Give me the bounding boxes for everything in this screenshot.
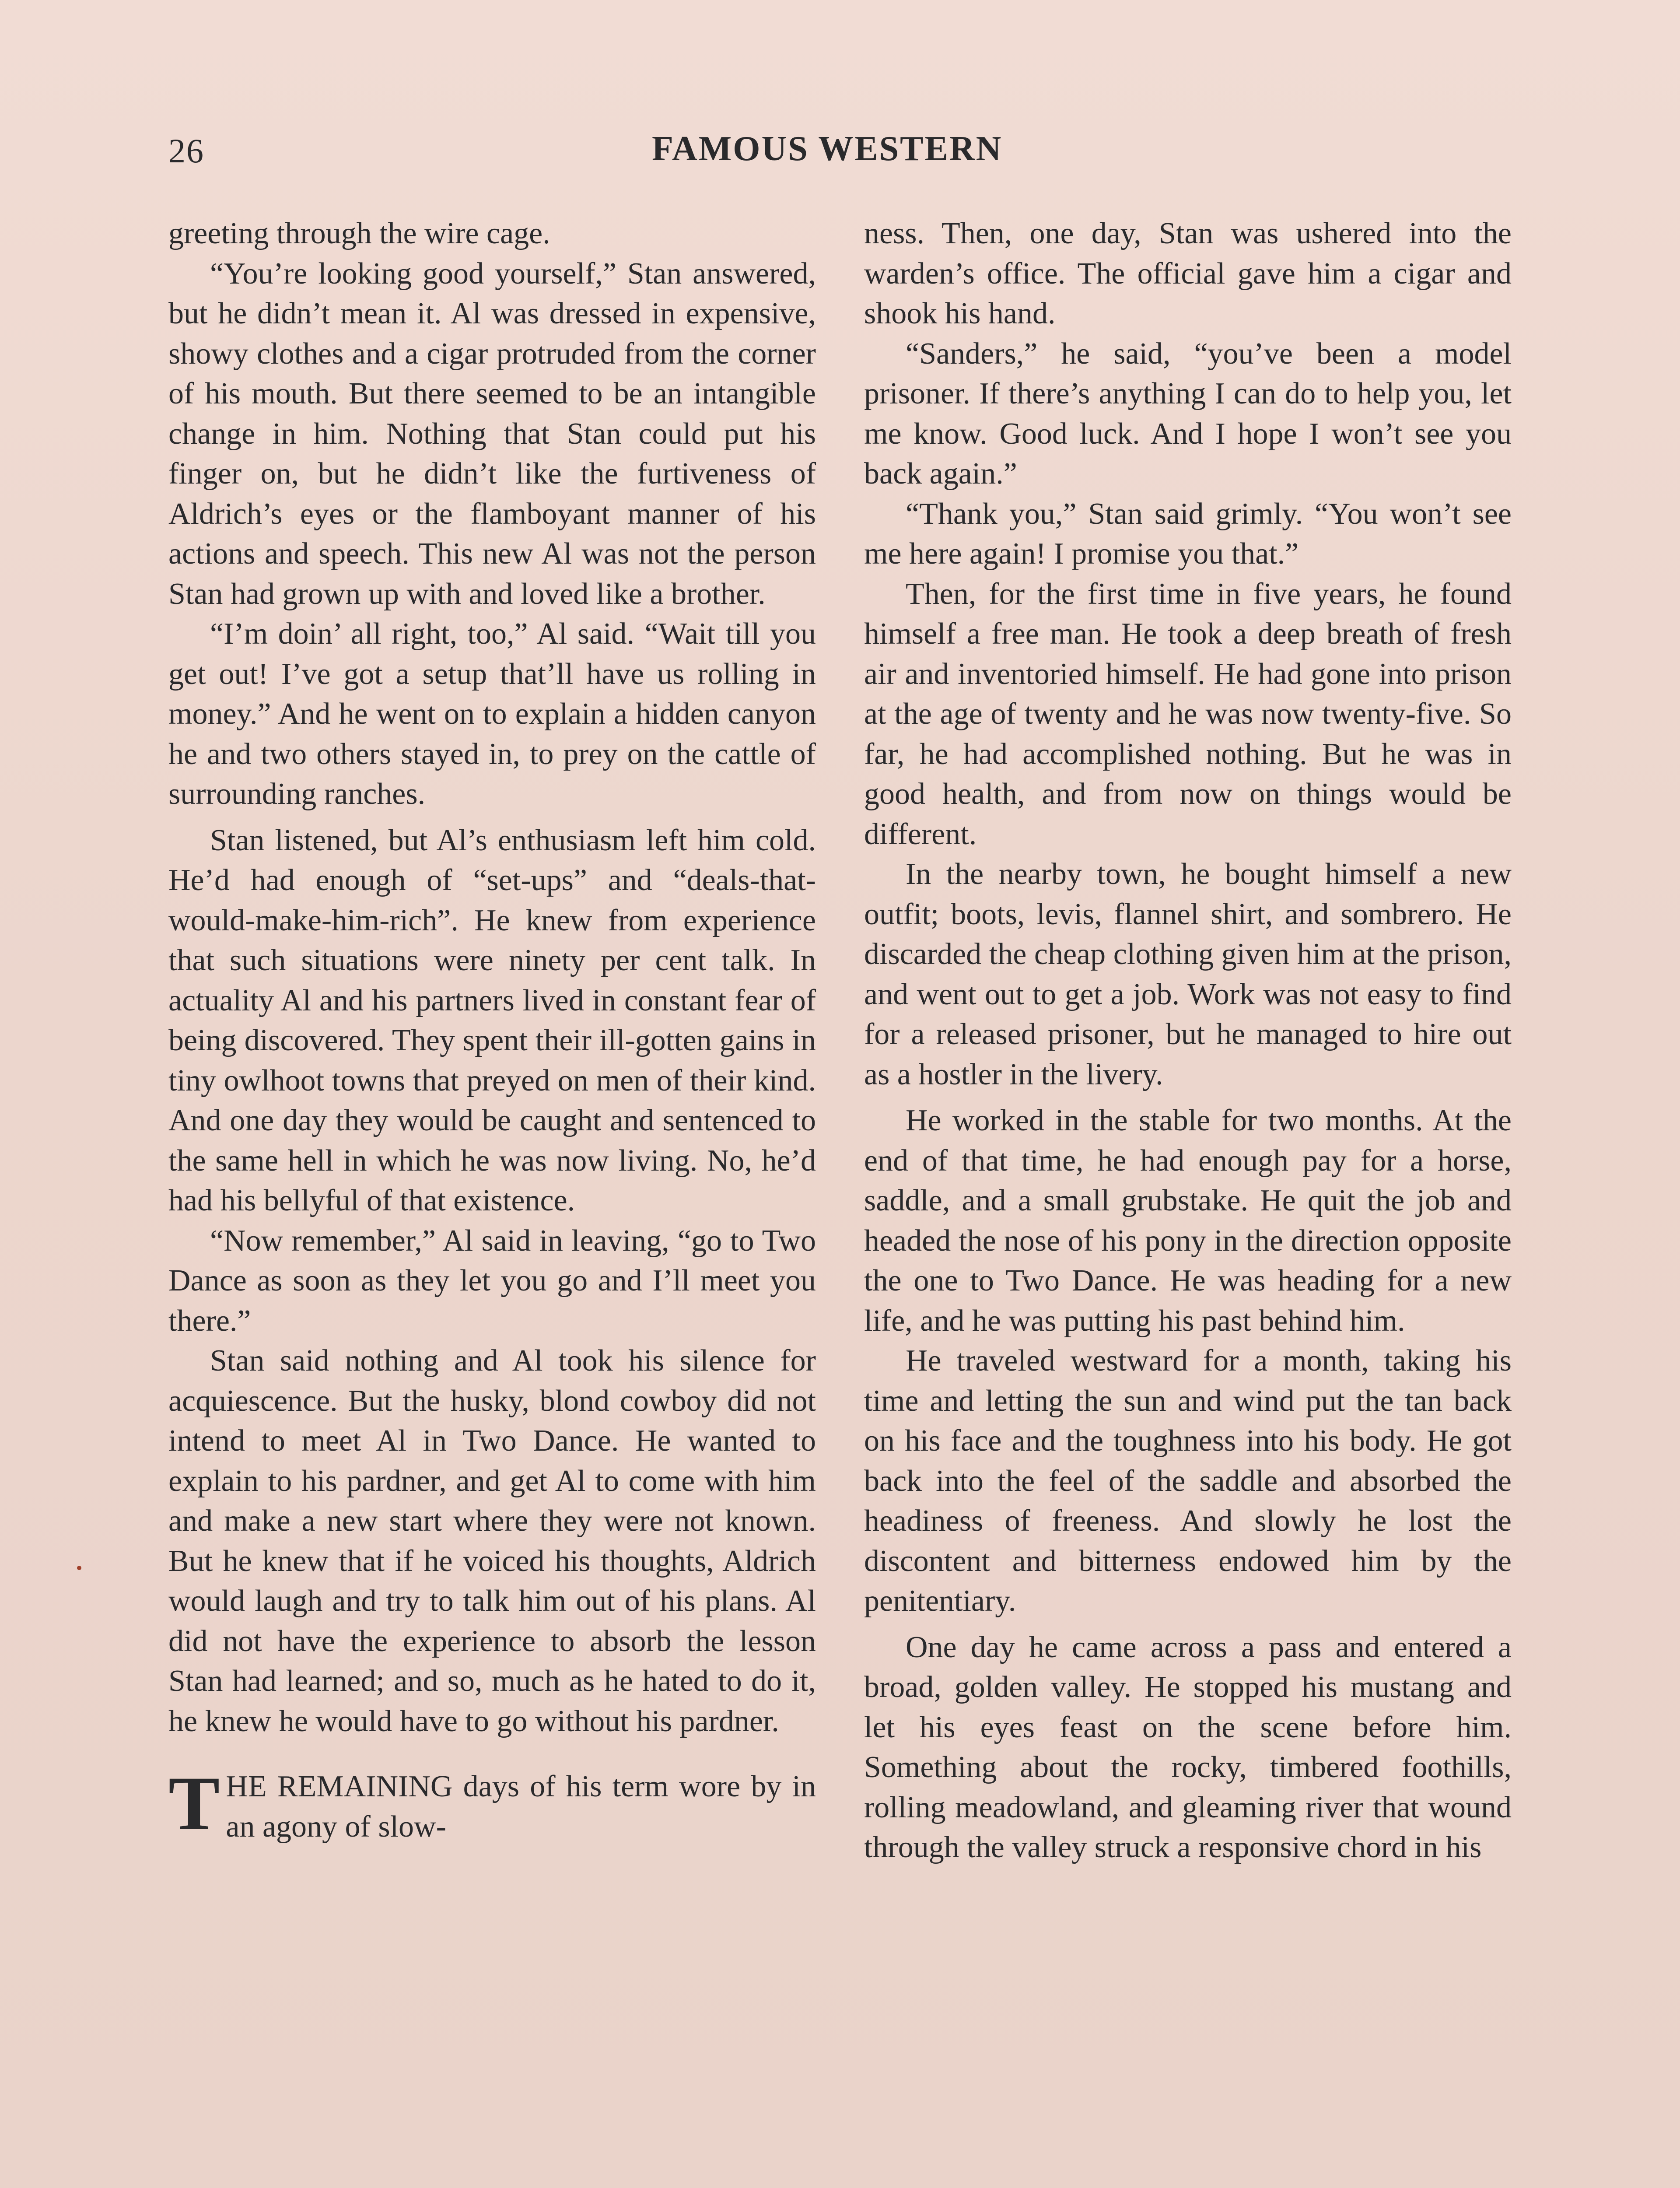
right-column bbox=[864, 214, 1512, 1868]
paragraph: One day he came across a pass and entered a broad, golden valley. He stopped his mustang and let his eyes feast on the scene before him. Something about the rocky, timbered foothills, rolling meadowland, and gleaming river that wound through the valley struck a responsive chord in his bbox=[864, 1630, 1512, 1864]
paragraph: Stan listened, but Al’s enthusiasm left him cold. He’d had enough of “set-ups” and “deals-that-would-make-him-rich”. He knew from experience that such situations were ninety per cent talk. In actuality Al and his partners lived in constant fear of being discovered. They spent their ill-gotten gains in tiny owlhoot towns that preyed on men of their kind. And one day they would be caught and sentenced to the same hell in which he was now living. No, he’d had his bellyful of that existence. bbox=[168, 823, 816, 1217]
paragraph: Stan said nothing and Al took his silence for acquiescence. But the husky, blond cowboy did not intend to meet Al in Two Dance. He wanted to explain to his pardner, and get Al to come with him and make a new start where they were not known. But he knew that if he voiced his thoughts, Aldrich would laugh and try to talk him out of his plans. Al did not have the experience to absorb the lesson Stan had learned; and so, much as he hated to do it, he knew he would have to go without his pardner. bbox=[168, 1344, 816, 1738]
running-title: FAMOUS WESTERN bbox=[652, 130, 1003, 168]
paragraph: “Thank you,” Stan said grimly. “You won’t see me here again! I promise you that.” bbox=[864, 497, 1512, 571]
paragraph: “Now remember,” Al said in leaving, “go to Two Dance as soon as they let you go and I’ll meet you there.” bbox=[168, 1224, 816, 1338]
paragraph: “I’m doin’ all right, too,” Al said. “Wait till you get out! I’ve got a setup that’ll have us rolling in money.” And he went on to explain a hidden canyon he and two others stayed in, to prey on the cattle of surrounding ranches. bbox=[168, 617, 816, 811]
section-opening-paragraph bbox=[168, 1761, 816, 1847]
paragraph: Then, for the first time in five years, he found himself a free man. He took a deep breath of fresh air and inventoried himself. He had gone into prison at the age of twenty and he was now twenty-five. So far, he had accomplished nothing. But he was in good health, and from now on things would be different. bbox=[864, 577, 1512, 851]
paragraph: greeting through the wire cage. bbox=[168, 217, 550, 250]
drop-cap: T bbox=[168, 1761, 220, 1846]
paragraph: “You’re looking good yourself,” Stan answered, but he didn’t mean it. Al was dressed in expensive, showy clothes and a cigar protruded from the corner of his mouth. But there seemed to be an intangible change in him. Nothing that Stan could put his finger on, but he didn’t like the furtiveness of Aldrich’s eyes or the flamboyant manner of his actions and speech. This new Al was not the person Stan had grown up with and loved like a brother. bbox=[168, 256, 816, 611]
paragraph: He worked in the stable for two months. At the end of that time, he had enough pay for a horse, saddle, and a small grubstake. He quit the job and headed the nose of his pony in the direction opposite the one to Two Dance. He was heading for a new life, and he was putting his past behind him. bbox=[864, 1104, 1512, 1338]
paragraph: “Sanders,” he said, “you’ve been a model prisoner. If there’s anything I can do to help you, let me know. Good luck. And I hope I won’t see you back again.” bbox=[864, 337, 1512, 491]
page-number: 26 bbox=[168, 132, 204, 170]
paragraph: In the nearby town, he bought himself a new outfit; boots, levis, flannel shirt, and sombrero. He discarded the cheap clothing given him at the prison, and went out to get a job. Work was not easy to find for a released prisoner, but he managed to hire out as a hostler in the livery. bbox=[864, 857, 1512, 1091]
paragraph-text: HE REMAINING days of his term wore by in an agony of slow- bbox=[226, 1770, 816, 1844]
left-column bbox=[168, 214, 816, 1847]
paragraph: ness. Then, one day, Stan was ushered into the warden’s office. The official gave him a cigar and shook his hand. bbox=[864, 217, 1512, 330]
ink-speck bbox=[77, 1566, 81, 1570]
paragraph: He traveled westward for a month, taking his time and letting the sun and wind put the tan back on his face and the toughness into his body. He got back into the feel of the saddle and absorbed the headiness of freeness. And slowly he lost the discontent and bitterness endowed him by the penitentiary. bbox=[864, 1344, 1512, 1618]
